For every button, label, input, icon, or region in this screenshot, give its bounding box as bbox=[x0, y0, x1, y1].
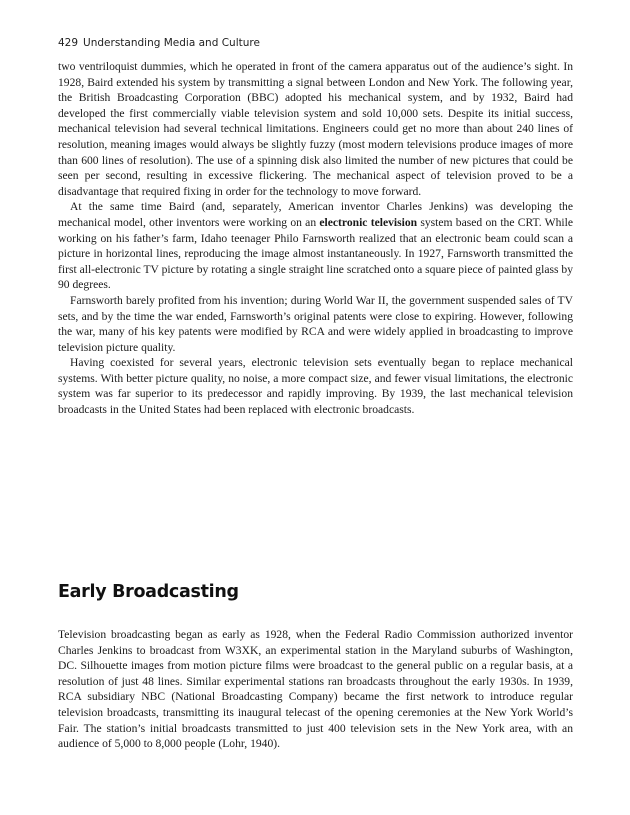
paragraph-text: At the same time Baird (and, separately, American inventor Charles Jenkins) was developing the mechanical model, other inventors were working on an bbox=[58, 200, 573, 229]
section-body bbox=[58, 627, 573, 752]
body-text bbox=[58, 59, 573, 418]
paragraph-broadcasting: Television broadcasting began as early as 1928, when the Federal Radio Commission authorized inventor Charles Jenkins to broadcast from W3XK, an experimental station in the Maryland suburbs of Washington, DC. Silhouette images from motion picture films were broadcast to the general public on a regular basis, at a resolution of just 48 lines. Similar experimental stations ran broadcasts throughout the early 1930s. In 1939, RCA subsidiary NBC (National Broadcasting Company) became the first network to introduce regular television broadcasts, transmitting its inaugural telecast of the opening ceremonies at the New York World’s Fair. The station’s initial broadcasts transmitted to just 400 television sets in the New York area, with an audience of 5,000 to 8,000 people (Lohr, 1940). bbox=[58, 628, 573, 751]
paragraph-electronic-television bbox=[58, 199, 573, 293]
paragraph-farnsworth: Farnsworth barely profited from his invention; during World War II, the government suspended sales of TV sets, and by the time the war ended, Farnsworth’s original patents were close to expiring. However, following the war, many of his key patents were modified by RCA and were widely applied in broadcasting to improve television picture quality. bbox=[58, 293, 573, 354]
paragraph-continued: two ventriloquist dummies, which he operated in front of the camera apparatus out of the audience’s sight. In 1928, Baird extended his system by transmitting a signal between London and New York. The following year, the British Broadcasting Corporation (BBC) adopted his mechanical system, and by 1932, Baird had developed the first commercially viable television system and sold 10,000 sets. Despite its initial success, mechanical television had several technical limitations. Engineers could get no more than about 240 lines of resolution, meaning images would always be slightly fuzzy (most modern televisions produce images of more than 600 lines of resolution). The use of a spinning disk also limited the number of new pictures that could be seen per second, resulting in excessive flickering. The mechanical aspect of television proved to be a disadvantage that required fixing in order for the technology to move forward. bbox=[58, 60, 573, 198]
key-term: electronic television bbox=[319, 215, 418, 229]
page-number: 429 bbox=[58, 37, 79, 49]
paragraph-text: system based on the CRT. While working on his father’s farm, Idaho teenager Philo Farnsworth realized that an electronic beam could scan a picture in horizontal lines, reproducing the image almost instantaneously. In 1927, Farnsworth transmitted the first all-electronic TV picture by rotating a single straight line scratched onto a square piece of painted glass by 90 degrees. bbox=[58, 215, 573, 292]
running-header bbox=[58, 37, 260, 49]
paragraph-coexisted: Having coexisted for several years, electronic television sets eventually began to replace mechanical systems. With better picture quality, no noise, a more compact size, and fewer visual limitations, the electronic system was far superior to its predecessor and rapidly improving. By 1939, the last mechanical television broadcasts in the United States had been replaced with electronic broadcasts. bbox=[58, 356, 573, 417]
section-heading: Early Broadcasting bbox=[58, 582, 239, 602]
book-title: Understanding Media and Culture bbox=[83, 37, 260, 49]
